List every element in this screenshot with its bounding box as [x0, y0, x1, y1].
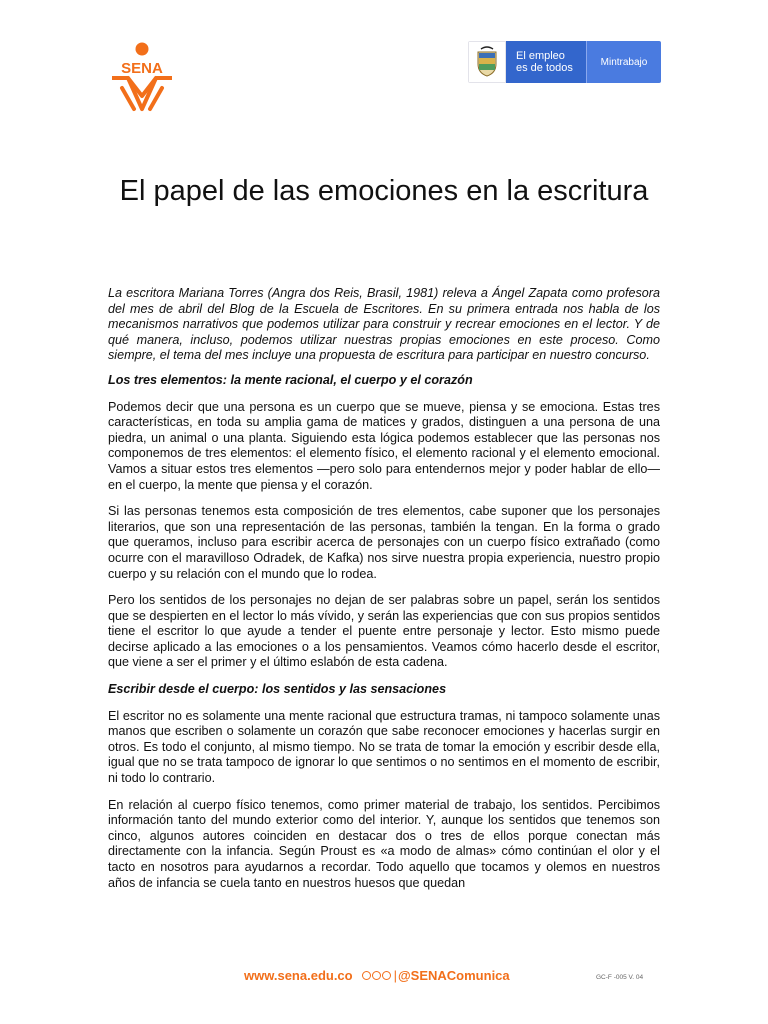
slogan-line-1: El empleo [516, 50, 565, 62]
body-paragraph: Si las personas tenemos esta composición de tres elementos, cabe suponer que los personajes literarios, que son una representación de las personas, también la tengan. En la forma o grado que queramos, incluso para escribir acerca de personajes con un cuerpo físico extrañado (como ocurre con el maravilloso Odradek, de Kafka) nos sirve nuestra propia experiencia, nuestro propio cuerpo y su relación con el mundo que lo rodea. [108, 504, 660, 581]
government-banner [468, 41, 661, 83]
page-footer [0, 958, 768, 998]
document-body [108, 286, 660, 902]
section-heading-2: Escribir desde el cuerpo: los sentidos y las sensaciones [108, 682, 447, 697]
cc-nc-icon [382, 971, 391, 980]
cc-icon [362, 971, 371, 980]
ministry-label: Mintrabajo [586, 41, 661, 83]
colombia-crest-icon [468, 41, 506, 83]
cc-by-icon [372, 971, 381, 980]
government-slogan [506, 41, 586, 83]
intro-paragraph: La escritora Mariana Torres (Angra dos Reis, Brasil, 1981) releva a Ángel Zapata como profesora del mes de abril del Blog de la Escuela de Escritores. En su primera entrada nos habla de los mecanismos narrativos que podemos utilizar para construir y recrear emociones en el lector. Y de qué manera, incluso, podemos utilizar nuestras propias emociones en este proceso. Como siempre, el tema del mes incluye una propuesta de escritura para participar en nuestro concurso. [108, 286, 660, 363]
body-paragraph: En relación al cuerpo físico tenemos, como primer material de trabajo, los sentidos. Percibimos información tanto del mundo exterior como del interior. Y, aunque los sentidos que tenemos son cinco, algunos autores coinciden en destacar dos o tres de ellos porque conectan más directamente con la infancia. Según Proust es «a modo de almas» cómo continúan el olor y el tacto en nosotros para ayudarnos a recordar. Todo aquello que tocamos y olemos en nuestros años de infancia se cuela tanto en nuestros huesos que quedan [108, 797, 660, 890]
section-heading-1: Los tres elementos: la mente racional, el cuerpo y el corazón [108, 372, 473, 387]
document-code: GC-F -005 V. 04 [596, 974, 644, 981]
body-paragraph: El escritor no es solamente una mente racional que estructura tramas, ni tampoco solamente unas manos que escriben o solamente un corazón que sabe reconocer emociones y hacerlas surgir en otros. Es todo el conjunto, al mismo tiempo. No se trata de tomar la emoción y escribir desde ella, igual que no se trata tampoco de ignorar lo que sentimos o no sentimos en el momento de escribir, ni todo lo contrario. [108, 708, 660, 786]
document-title: El papel de las emociones en la escritura [119, 175, 649, 207]
website-link[interactable]: www.sena.edu.co [244, 968, 353, 983]
slogan-line-2: es de todos [516, 62, 573, 74]
footer-contact [244, 968, 510, 983]
sena-logo [106, 40, 178, 112]
divider: | [393, 968, 397, 983]
creative-commons-icons [362, 971, 391, 980]
social-handle[interactable]: @SENAComunica [398, 968, 510, 983]
page-header [0, 0, 768, 130]
svg-text:SENA: SENA [121, 60, 163, 77]
body-paragraph: Pero los sentidos de los personajes no dejan de ser palabras sobre un papel, serán los sentidos que se despierten en el lector lo más vívido, y serán las experiencias que con sus propios sentidos tiene el escritor lo que ayude a tender el puente entre personaje y lector. Esto mismo puede decirse aplicado a las emociones o a los pensamientos. Veamos cómo hacerlo desde el escritor, que viene a ser el primer y el último eslabón de esta cadena. [108, 593, 660, 670]
body-paragraph: Podemos decir que una persona es un cuerpo que se mueve, piensa y se emociona. Estas tres características, en toda su amplia gama de matices y grados, distinguen a una persona de una piedra, un animal o una planta. Siguiendo esta lógica podemos establecer que las personas nos componemos de tres elementos: el elemento físico, el elemento racional y el elemento emocional. Vamos a situar estos tres elementos —pero solo para entendernos mejor y poder hablar de ello— en el cuerpo, la mente que piensa y el corazón. [108, 399, 660, 492]
